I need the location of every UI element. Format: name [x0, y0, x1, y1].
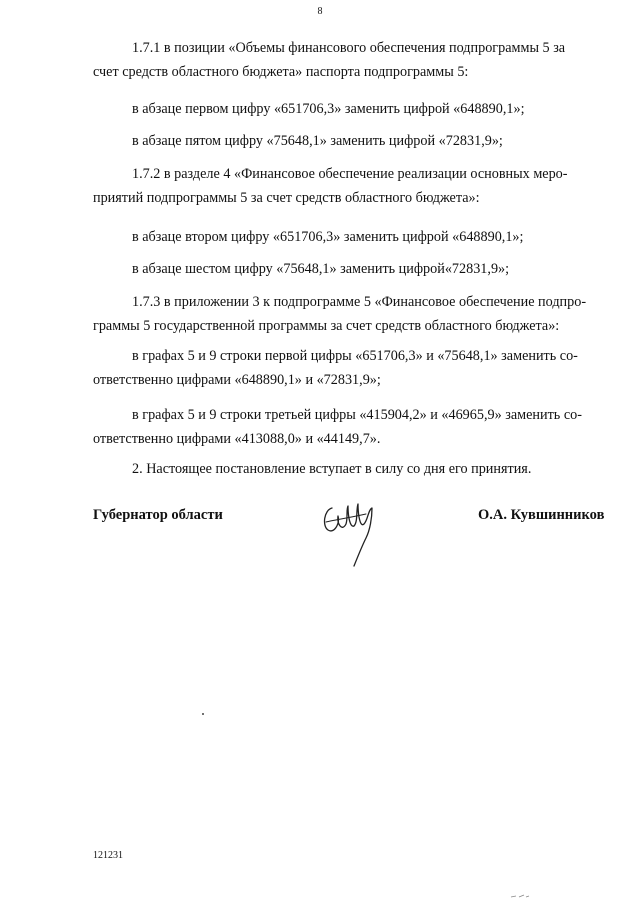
stray-dot [202, 713, 204, 715]
paragraph-fifth-abzac: в абзаце пятом цифру «75648,1» заменить цифрой «72831,9»; [132, 133, 503, 149]
paragraph-1-7-3-line-1: 1.7.3 в приложении 3 к подпрограмме 5 «Финансовое обеспечение подпро- [132, 294, 587, 310]
paragraph-sixth-abzac: в абзаце шестом цифру «75648,1» заменить цифрой«72831,9»; [132, 261, 510, 277]
paragraph-row-one-line-2: ответственно цифрами «648890,1» и «72831,9»; [93, 372, 381, 388]
signatory-title: Губернатор области [93, 507, 223, 523]
page-number: 8 [317, 6, 323, 17]
document-code: 121231 [93, 850, 123, 861]
paragraph-row-three-line-2: ответственно цифрами «413088,0» и «44149,7». [93, 431, 381, 447]
paragraph-1-7-1-line-1: 1.7.1 в позиции «Объемы финансового обеспечения подпрограммы 5 за [132, 40, 566, 56]
paragraph-row-one-line-1: в графах 5 и 9 строки первой цифры «651706,3» и «75648,1» заменить со- [132, 348, 578, 364]
paragraph-1-7-1-line-2: счет средств областного бюджета» паспорта подпрограммы 5: [93, 64, 469, 80]
paragraph-1-7-3-line-2: граммы 5 государственной программы за счет средств областного бюджета»: [93, 318, 560, 334]
paragraph-effective-date: 2. Настоящее постановление вступает в силу со дня его принятия. [132, 461, 532, 477]
paragraph-second-abzac: в абзаце втором цифру «651706,3» заменить цифрой «648890,1»; [132, 229, 524, 245]
scan-artifact-mark [510, 893, 530, 899]
paragraph-row-three-line-1: в графах 5 и 9 строки третьей цифры «415904,2» и «46965,9» заменить со- [132, 407, 582, 423]
handwritten-signature [318, 494, 388, 574]
paragraph-1-7-2-line-2: приятий подпрограммы 5 за счет средств областного бюджета»: [93, 190, 480, 206]
paragraph-1-7-2-line-1: 1.7.2 в разделе 4 «Финансовое обеспечение реализации основных меро- [132, 166, 568, 182]
signatory-name: О.А. Кувшинников [478, 507, 605, 523]
paragraph-first-abzac: в абзаце первом цифру «651706,3» заменить цифрой «648890,1»; [132, 101, 525, 117]
